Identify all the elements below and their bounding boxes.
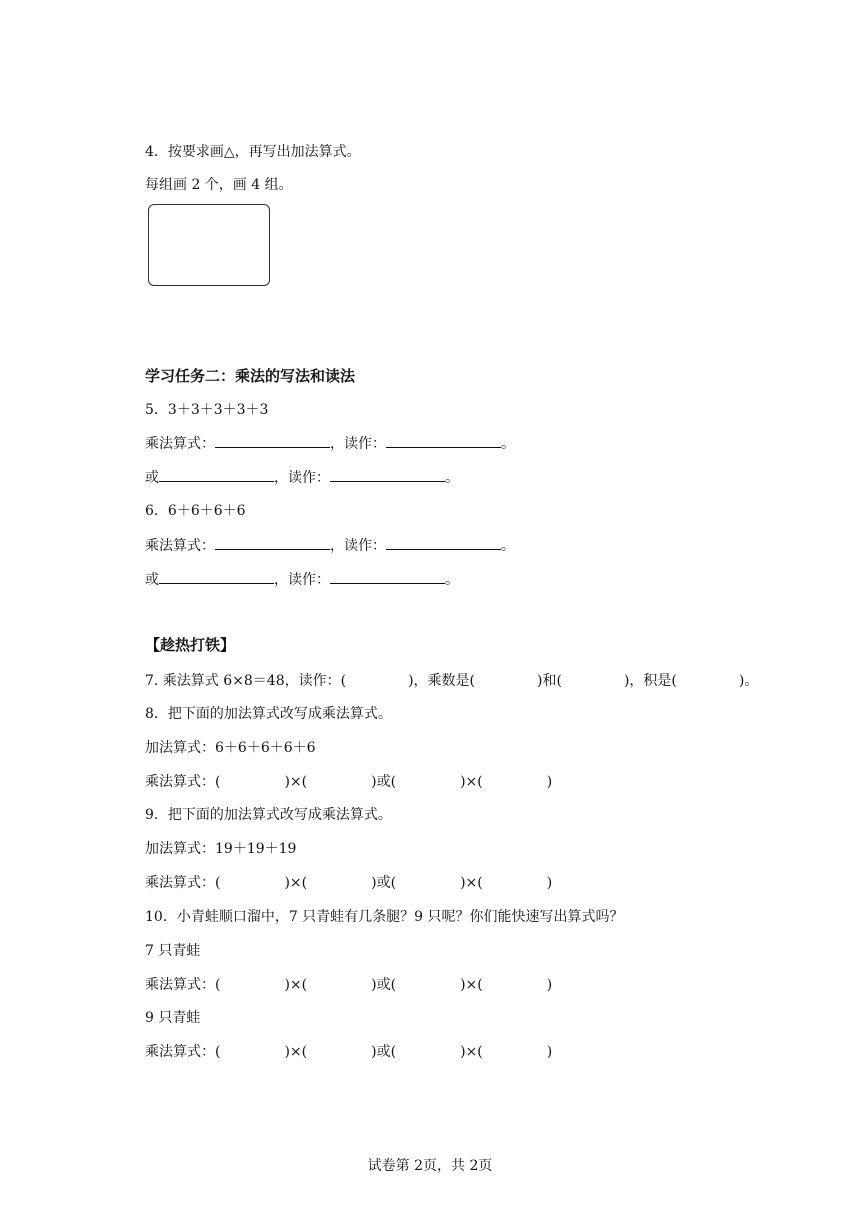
mul-label: 乘法算式：( xyxy=(145,977,221,993)
mul-label: 乘法算式：( xyxy=(145,875,221,891)
q6-end: 。 xyxy=(501,538,515,554)
section3-heading: 【趁热打铁】 xyxy=(145,636,236,654)
q9-title: 9．把下面的加法算式改写成乘法算式。 xyxy=(145,807,392,823)
q9-add: 加法算式：19＋19＋19 xyxy=(145,841,297,857)
q6-or-read-label: ，读作： xyxy=(274,572,330,588)
q10-frog7-mul-row xyxy=(145,976,552,994)
q8-mul-row xyxy=(145,773,552,791)
q7-row xyxy=(145,672,758,690)
q5-or-blank[interactable] xyxy=(159,468,274,482)
q5-or-label: 或 xyxy=(145,470,159,486)
q9-mul-row xyxy=(145,874,552,892)
q4-instruction: 每组画 2 个，画 4 组。 xyxy=(145,177,293,193)
q6-read-blank[interactable] xyxy=(386,536,501,550)
q6-or-label: 或 xyxy=(145,572,159,588)
q10-frog9-mul-row xyxy=(145,1043,552,1061)
q5-expression: 5．3＋3＋3＋3＋3 xyxy=(145,402,269,418)
q5-or-read-label: ，读作： xyxy=(274,470,330,486)
q4-title: 4．按要求画△，再写出加法算式。 xyxy=(145,144,361,160)
mul-label: 乘法算式：( xyxy=(145,774,221,790)
close-paren: ) xyxy=(546,875,553,891)
q6-or-read-blank[interactable] xyxy=(330,570,445,584)
times-sign: )×( xyxy=(460,977,483,993)
drawing-box[interactable] xyxy=(148,204,270,286)
q5-mul-row xyxy=(145,434,515,453)
mul-label: 乘法算式：( xyxy=(145,1044,221,1060)
or-label: )或( xyxy=(371,1044,397,1060)
or-label: )或( xyxy=(371,977,397,993)
q7-product-label: )，积是( xyxy=(623,673,677,689)
close-paren: ) xyxy=(546,774,553,790)
q6-or-row xyxy=(145,570,459,589)
times-sign: )×( xyxy=(284,977,308,993)
times-sign: )×( xyxy=(460,774,483,790)
q5-read-label: ，读作： xyxy=(330,436,386,452)
q5-read-blank[interactable] xyxy=(386,434,501,448)
q6-mul-row xyxy=(145,536,515,555)
or-label: )或( xyxy=(371,774,397,790)
q6-or-end: 。 xyxy=(445,572,459,588)
q6-mul-label: 乘法算式： xyxy=(145,538,215,554)
q7-prefix: 7. 乘法算式 6×8＝48，读作：( xyxy=(145,673,347,689)
page-footer: 试卷第 2页，共 2页 xyxy=(367,1158,493,1174)
q6-read-label: ，读作： xyxy=(330,538,386,554)
q5-or-end: 。 xyxy=(445,470,459,486)
times-sign: )×( xyxy=(284,774,308,790)
q8-add: 加法算式：6＋6＋6＋6＋6 xyxy=(145,740,316,756)
q10-title: 10．小青蛙顺口溜中，7 只青蛙有几条腿？9 只呢？你们能快速写出算式吗？ xyxy=(145,909,624,925)
times-sign: )×( xyxy=(284,1044,308,1060)
q6-mul-blank[interactable] xyxy=(215,536,330,550)
q5-or-read-blank[interactable] xyxy=(330,468,445,482)
q10-frog7: 7 只青蛙 xyxy=(145,943,201,959)
or-label: )或( xyxy=(371,875,397,891)
q7-and-label: )和( xyxy=(537,673,562,689)
times-sign: )×( xyxy=(460,1044,483,1060)
close-paren: ) xyxy=(546,977,553,993)
q5-or-row xyxy=(145,468,459,487)
q7-factor-label: )，乘数是( xyxy=(408,673,476,689)
close-paren: ) xyxy=(546,1044,553,1060)
q5-mul-blank[interactable] xyxy=(215,434,330,448)
q5-mul-label: 乘法算式： xyxy=(145,436,215,452)
times-sign: )×( xyxy=(460,875,483,891)
q6-or-blank[interactable] xyxy=(159,570,274,584)
q6-expression: 6．6＋6＋6＋6 xyxy=(145,503,246,519)
q10-frog9: 9 只青蛙 xyxy=(145,1010,201,1026)
q5-end: 。 xyxy=(501,436,515,452)
q7-end: )。 xyxy=(738,673,759,689)
section2-heading: 学习任务二：乘法的写法和读法 xyxy=(145,367,356,385)
times-sign: )×( xyxy=(284,875,308,891)
q8-title: 8．把下面的加法算式改写成乘法算式。 xyxy=(145,706,392,722)
